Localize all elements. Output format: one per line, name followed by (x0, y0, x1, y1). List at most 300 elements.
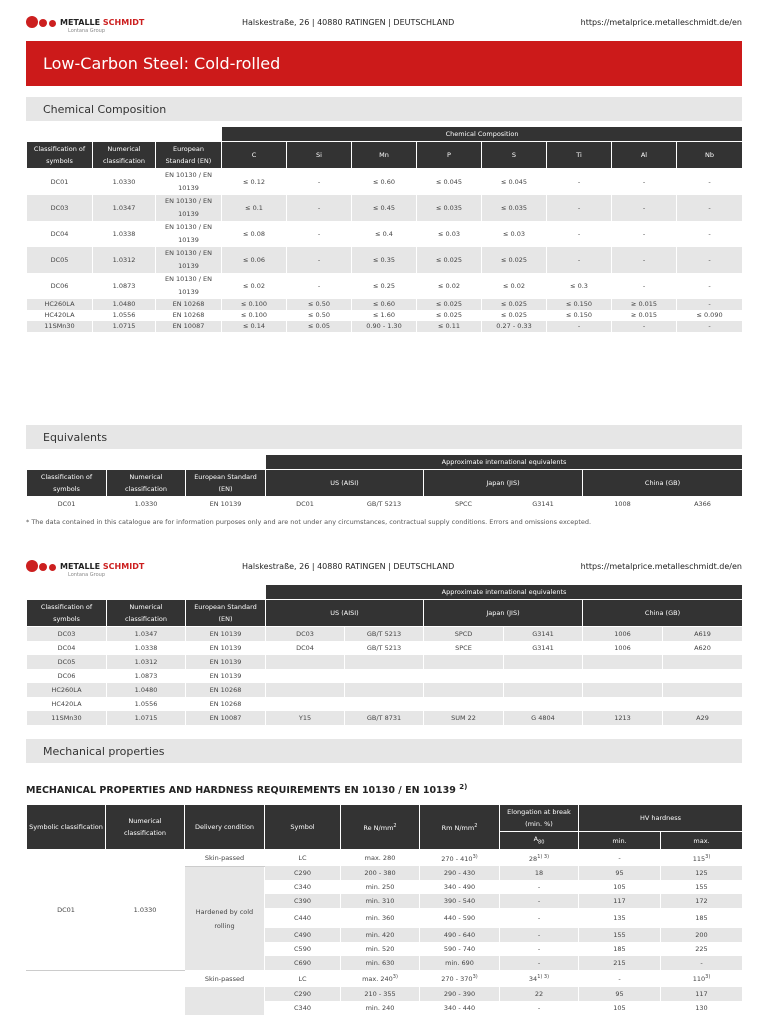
section-equivalents (26, 425, 742, 449)
table-cell: 172 (661, 894, 743, 908)
table-cell (424, 697, 504, 711)
table-cell: SPCE (424, 641, 504, 655)
table-cell (504, 655, 583, 669)
table-cell-delivery: Skin-passed (185, 970, 265, 986)
logo-dot-large-icon (26, 560, 38, 572)
table-cell (266, 697, 345, 711)
table-cell: 1.0338 (107, 641, 186, 655)
table-header-cell: China (GB) (583, 600, 743, 627)
table-cell (663, 683, 743, 697)
table-cell: - (547, 247, 612, 273)
table-header-row (27, 805, 743, 832)
logo-dot-small-icon (49, 564, 56, 571)
table-cell: ≥ 0.015 (612, 310, 677, 321)
header-numerical: Numerical classification (106, 805, 185, 850)
table-cell: C490 (265, 928, 341, 942)
brand-name: METALLE SCHMIDT (60, 18, 145, 27)
table-cell (424, 669, 504, 683)
table-cell: Y15 (266, 711, 345, 725)
table-cell: ≤ 0.50 (287, 299, 352, 310)
table-cell: EN 10139 (186, 497, 266, 512)
page-title: Low-Carbon Steel: Cold-rolled (43, 54, 281, 73)
table-cell: - (677, 169, 743, 196)
table-cell: - (500, 956, 579, 970)
table-cell: SPCD (424, 627, 504, 642)
table-cell: 135 (579, 908, 661, 928)
table-cell: DC01 (266, 497, 345, 512)
table-cell: G 4804 (504, 711, 583, 725)
table-cell: ≤ 0.090 (677, 310, 743, 321)
table-cell: $28^{1) 3)}$ (500, 850, 579, 867)
table-cell: DC04 (266, 641, 345, 655)
table-cell: GB/T 5213 (345, 641, 424, 655)
table-cell: 1006 (583, 641, 663, 655)
table-cell: SUM 22 (424, 711, 504, 725)
table-cell: ≤ 0.1 (222, 195, 287, 221)
table-cell: ≤ 0.02 (417, 273, 482, 299)
section-mechanical-properties (26, 739, 742, 763)
table-header-cell: Numerical classification (107, 470, 186, 497)
table-header-row (27, 470, 743, 497)
table-cell: ≤ 0.025 (482, 310, 547, 321)
table-group-header: Chemical Composition (222, 127, 743, 142)
table-header-cell: Numerical classification (93, 142, 156, 169)
table-cell: ≤ 0.08 (222, 221, 287, 247)
header-rm: Rm $N/mm^2$ (420, 805, 500, 850)
table-header-cell: Numerical classification (107, 600, 186, 627)
table-cell (583, 655, 663, 669)
table-cell: ≤ 0.11 (417, 321, 482, 332)
table-cell: ≤ 0.03 (417, 221, 482, 247)
table-cell: ≤ 0.12 (222, 169, 287, 196)
table-cell: - (500, 1001, 579, 1015)
table-cell (345, 683, 424, 697)
table-cell: ≤ 0.025 (417, 299, 482, 310)
table-cell: - (579, 850, 661, 867)
table-cell: - (612, 221, 677, 247)
table-cell (345, 655, 424, 669)
table-cell: max. 240$^{3)}$ (341, 970, 420, 986)
table-cell: - (612, 195, 677, 221)
table-cell: G3141 (504, 627, 583, 642)
table-cell: C590 (265, 942, 341, 956)
section-title: Equivalents (43, 431, 108, 444)
table-cell: - (612, 247, 677, 273)
table-cell: min. 240 (341, 1001, 420, 1015)
table-cell (504, 683, 583, 697)
table-cell: ≤ 0.025 (417, 310, 482, 321)
table-cell: DC03 (266, 627, 345, 642)
table-cell: - (547, 169, 612, 196)
table-row (27, 321, 743, 332)
table-row (27, 850, 743, 867)
table-cell: EN 10130 / EN 10139 (156, 169, 222, 196)
table-cell (583, 683, 663, 697)
site-url-link[interactable]: https://metalprice.metalleschmidt.de/en (580, 18, 742, 27)
table-cell: GB/T 8731 (345, 711, 424, 725)
header-delivery: Delivery condition (185, 805, 265, 850)
table-cell: EN 10139 (186, 655, 266, 669)
table-cell: EN 10087 (186, 711, 266, 725)
table-cell: C340 (265, 1001, 341, 1015)
table-row (27, 641, 743, 655)
table-cell-numerical: 1.0330 (106, 850, 185, 971)
table-cell-numerical (106, 970, 185, 1014)
table-header-cell: Ti (547, 142, 612, 169)
table-cell: ≤ 0.035 (482, 195, 547, 221)
table-cell: ≤ 0.150 (547, 299, 612, 310)
logo-dot-medium-icon (39, 563, 47, 571)
table-cell (583, 669, 663, 683)
header-symbol: Symbol (265, 805, 341, 850)
table-group-header: Approximate international equivalents (266, 585, 743, 600)
table-header-cell: P (417, 142, 482, 169)
table-cell: - (677, 195, 743, 221)
table-cell: - (612, 321, 677, 332)
brand-name: METALLE SCHMIDT (60, 562, 145, 571)
table-cell: DC01 (27, 169, 93, 196)
table-cell: 22 (500, 987, 579, 1001)
table-cell: 130 (661, 1001, 743, 1015)
table-header-cell: Si (287, 142, 352, 169)
table-cell: G3141 (504, 641, 583, 655)
table-cell: ≤ 0.045 (482, 169, 547, 196)
table-row (27, 310, 743, 321)
table-cell: ≤ 0.14 (222, 321, 287, 332)
table-cell: C340 (265, 880, 341, 894)
table-cell: LC (265, 970, 341, 986)
table-header-cell: S (482, 142, 547, 169)
table-cell: G3141 (504, 497, 583, 512)
equivalents-table-continued (26, 584, 743, 725)
table-row (27, 273, 743, 299)
table-cell: 340 - 440 (420, 1001, 500, 1015)
table-cell: ≤ 0.03 (482, 221, 547, 247)
table-cell: A619 (663, 627, 743, 642)
table-cell: 270 - 370$^{3)}$ (420, 970, 500, 986)
page-header (26, 14, 742, 34)
table-cell (504, 697, 583, 711)
table-cell: 1.0312 (107, 655, 186, 669)
table-cell: EN 10268 (156, 299, 222, 310)
disclaimer-note: * The data contained in this catalogue are for information purposes only and are not under any circumstances, contractual supply conditions. Errors and omissions excepted. (26, 518, 592, 526)
table-row (27, 221, 743, 247)
table-cell: 155 (579, 928, 661, 942)
table-cell: DC05 (27, 247, 93, 273)
table-header-cell: Japan (JIS) (424, 470, 583, 497)
table-cell: 95 (579, 866, 661, 880)
table-cell: ≤ 0.45 (352, 195, 417, 221)
table-cell: - (500, 894, 579, 908)
table-cell-symbolic: DC01 (27, 850, 106, 971)
table-cell: min. 690 (420, 956, 500, 970)
table-cell: ≤ 0.35 (352, 247, 417, 273)
table-cell: - (500, 908, 579, 928)
table-cell: 1.0873 (93, 273, 156, 299)
table-cell (663, 697, 743, 711)
table-cell (663, 669, 743, 683)
table-cell: 115$^{3)}$ (661, 850, 743, 867)
table-cell: A29 (663, 711, 743, 725)
table-cell: 200 (661, 928, 743, 942)
table-cell: 1.0715 (93, 321, 156, 332)
table-cell: 0.90 - 1.30 (352, 321, 417, 332)
table-cell: 117 (579, 894, 661, 908)
table-cell: 125 (661, 866, 743, 880)
table-cell: - (677, 299, 743, 310)
table-header-cell: Nb (677, 142, 743, 169)
header-hv: HV hardness (579, 805, 743, 832)
table-cell: ≤ 0.4 (352, 221, 417, 247)
logo-dot-small-icon (49, 20, 56, 27)
table-cell: GB/T 5213 (345, 497, 424, 512)
table-cell: ≤ 0.02 (222, 273, 287, 299)
table-header-cell: C (222, 142, 287, 169)
table-blank-cell (27, 455, 266, 470)
table-row (27, 497, 743, 512)
table-cell: ≤ 0.02 (482, 273, 547, 299)
table-cell: ≤ 0.025 (417, 247, 482, 273)
table-cell: 1.0338 (93, 221, 156, 247)
table-cell: 215 (579, 956, 661, 970)
table-row (27, 970, 743, 986)
table-cell: DC03 (27, 195, 93, 221)
table-cell: 270 - 410$^{3)}$ (420, 850, 500, 867)
table-cell: C440 (265, 908, 341, 928)
table-header-cell: European Standard (EN) (186, 470, 266, 497)
table-cell: EN 10130 / EN 10139 (156, 195, 222, 221)
table-cell: EN 10139 (186, 669, 266, 683)
table-cell: 11SMn30 (27, 321, 93, 332)
table-cell: ≤ 0.05 (287, 321, 352, 332)
table-group-header: Approximate international equivalents (266, 455, 743, 470)
mechanical-properties-table (26, 804, 743, 1015)
table-cell: - (612, 273, 677, 299)
mechanical-table-title: MECHANICAL PROPERTIES AND HARDNESS REQUIREMENTS EN 10130 / EN 10139 $^{2)}$ (26, 783, 468, 797)
table-cell: ≤ 0.045 (417, 169, 482, 196)
table-cell (663, 655, 743, 669)
table-cell: DC05 (27, 655, 107, 669)
table-cell: 290 - 430 (420, 866, 500, 880)
table-header-cell: US (AISI) (266, 470, 424, 497)
table-cell: DC04 (27, 641, 107, 655)
table-cell: 1213 (583, 711, 663, 725)
table-group-header-row (27, 127, 743, 142)
table-cell: ≤ 0.025 (482, 299, 547, 310)
table-cell (266, 683, 345, 697)
table-cell (345, 669, 424, 683)
table-cell: DC04 (27, 221, 93, 247)
table-header-cell: European Standard (EN) (186, 600, 266, 627)
table-row (27, 247, 743, 273)
table-row (27, 697, 743, 711)
table-cell: 95 (579, 987, 661, 1001)
table-cell: max. 280 (341, 850, 420, 867)
table-cell: 1.0715 (107, 711, 186, 725)
table-cell: min. 420 (341, 928, 420, 942)
table-row (27, 299, 743, 310)
table-cell: A620 (663, 641, 743, 655)
table-cell: EN 10268 (186, 683, 266, 697)
table-cell: 105 (579, 880, 661, 894)
table-cell: - (579, 970, 661, 986)
table-cell: - (287, 169, 352, 196)
logo-dot-medium-icon (39, 19, 47, 27)
table-cell (266, 655, 345, 669)
table-row (27, 711, 743, 725)
table-row (27, 683, 743, 697)
header-hv-min: min. (579, 832, 661, 850)
table-cell: LC (265, 850, 341, 867)
table-cell: EN 10130 / EN 10139 (156, 247, 222, 273)
table-cell: ≤ 0.25 (352, 273, 417, 299)
table-cell: DC06 (27, 273, 93, 299)
table-cell: EN 10139 (186, 641, 266, 655)
table-header-cell: European Standard (EN) (156, 142, 222, 169)
table-row (27, 627, 743, 642)
table-cell: 1.0873 (107, 669, 186, 683)
table-cell: 340 - 490 (420, 880, 500, 894)
site-url-link[interactable]: https://metalprice.metalleschmidt.de/en (580, 562, 742, 571)
table-cell: ≤ 0.06 (222, 247, 287, 273)
table-cell (504, 669, 583, 683)
table-cell: ≤ 0.100 (222, 299, 287, 310)
table-cell: EN 10268 (156, 310, 222, 321)
table-cell: HC260LA (27, 299, 93, 310)
title-banner (26, 41, 742, 86)
table-cell: HC420LA (27, 697, 107, 711)
table-header-cell: US (AISI) (266, 600, 424, 627)
table-cell: DC06 (27, 669, 107, 683)
table-cell-delivery (185, 987, 265, 1015)
table-cell: 1.0330 (93, 169, 156, 196)
table-cell: C390 (265, 894, 341, 908)
table-cell: 200 - 380 (341, 866, 420, 880)
table-header-cell: Al (612, 142, 677, 169)
table-header-cell: Japan (JIS) (424, 600, 583, 627)
table-cell: ≤ 1.60 (352, 310, 417, 321)
table-cell: 185 (579, 942, 661, 956)
table-cell: HC260LA (27, 683, 107, 697)
table-cell: EN 10087 (156, 321, 222, 332)
table-cell: EN 10139 (186, 627, 266, 642)
table-cell: ≤ 0.100 (222, 310, 287, 321)
table-blank-cell (27, 585, 266, 600)
table-cell: DC03 (27, 627, 107, 642)
table-cell: - (287, 221, 352, 247)
table-cell: C290 (265, 987, 341, 1001)
table-cell-delivery: Hardened by cold rolling (185, 866, 265, 970)
table-cell: - (677, 247, 743, 273)
table-cell: - (287, 247, 352, 273)
table-cell: - (677, 221, 743, 247)
header-re: Re $N/mm^2$ (341, 805, 420, 850)
table-cell: A366 (663, 497, 743, 512)
logo-dot-large-icon (26, 16, 38, 28)
header-hv-max: max. (661, 832, 743, 850)
header-symbolic: Symbolic classification (27, 805, 106, 850)
table-cell-symbolic (27, 970, 106, 1014)
table-cell: ≤ 0.60 (352, 169, 417, 196)
table-cell: ≥ 0.015 (612, 299, 677, 310)
table-cell: 117 (661, 987, 743, 1001)
table-cell: - (547, 221, 612, 247)
table-cell: - (547, 321, 612, 332)
table-cell: 185 (661, 908, 743, 928)
table-cell: HC420LA (27, 310, 93, 321)
table-cell-delivery: Skin-passed (185, 850, 265, 867)
table-cell: - (547, 195, 612, 221)
table-cell: - (612, 169, 677, 196)
section-title: Mechanical properties (43, 745, 165, 758)
table-cell: 155 (661, 880, 743, 894)
table-cell: min. 250 (341, 880, 420, 894)
equivalents-table (26, 454, 743, 511)
table-cell: 290 - 390 (420, 987, 500, 1001)
table-header-cell: Mn (352, 142, 417, 169)
table-cell: - (287, 195, 352, 221)
table-header-cell: Classification of symbols (27, 142, 93, 169)
table-cell: 210 - 355 (341, 987, 420, 1001)
table-blank-cell (27, 127, 222, 142)
table-cell: 440 - 590 (420, 908, 500, 928)
table-cell: 1.0347 (93, 195, 156, 221)
header-a80: $A_{80}$ (500, 832, 579, 850)
table-cell: 11SMn30 (27, 711, 107, 725)
table-cell (266, 669, 345, 683)
table-cell: 390 - 540 (420, 894, 500, 908)
table-cell: EN 10130 / EN 10139 (156, 273, 222, 299)
table-cell: - (500, 880, 579, 894)
table-cell: 490 - 640 (420, 928, 500, 942)
table-cell: 1008 (583, 497, 663, 512)
table-cell: - (677, 273, 743, 299)
table-cell: EN 10130 / EN 10139 (156, 221, 222, 247)
section-chemical-composition (26, 97, 742, 121)
table-group-header-row (27, 455, 743, 470)
table-cell: 0.27 - 0.33 (482, 321, 547, 332)
table-cell: 1.0480 (93, 299, 156, 310)
table-cell: ≤ 0.60 (352, 299, 417, 310)
table-cell: ≤ 0.025 (482, 247, 547, 273)
table-cell: min. 310 (341, 894, 420, 908)
table-header-row (27, 142, 743, 169)
table-cell (424, 655, 504, 669)
table-header-cell: Classification of symbols (27, 600, 107, 627)
table-cell: min. 520 (341, 942, 420, 956)
table-cell: 18 (500, 866, 579, 880)
table-cell: DC01 (27, 497, 107, 512)
table-cell: ≤ 0.035 (417, 195, 482, 221)
table-cell: 105 (579, 1001, 661, 1015)
table-cell: C290 (265, 866, 341, 880)
table-cell: - (661, 956, 743, 970)
table-cell: ≤ 0.3 (547, 273, 612, 299)
table-cell: $34^{1) 3)}$ (500, 970, 579, 986)
table-cell: 1006 (583, 627, 663, 642)
company-address: Halskestraße, 26 | 40880 RATINGEN | DEUTSCHLAND (242, 18, 455, 27)
table-cell: - (500, 928, 579, 942)
table-cell: 1.0556 (93, 310, 156, 321)
table-cell: 110$^{3)}$ (661, 970, 743, 986)
table-cell: 225 (661, 942, 743, 956)
table-row (27, 669, 743, 683)
table-row (27, 169, 743, 196)
table-cell: EN 10268 (186, 697, 266, 711)
table-cell: ≤ 0.150 (547, 310, 612, 321)
section-title: Chemical Composition (43, 103, 167, 116)
table-cell: - (287, 273, 352, 299)
